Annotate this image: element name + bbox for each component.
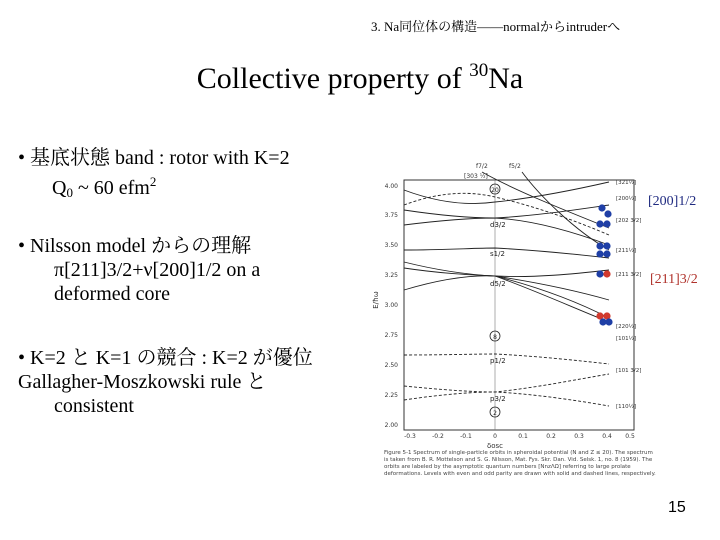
bullet-2-line-1: • Nilsson model からの理解	[18, 235, 252, 257]
neutron-dot	[596, 242, 603, 249]
nilsson-label: [220½]	[616, 324, 637, 330]
occupation-dots	[596, 204, 612, 325]
f72-label: f7/2	[476, 163, 488, 170]
f52-label: f5/2	[509, 163, 521, 170]
bullet-nilsson	[18, 234, 260, 306]
orbit-d52-b	[404, 262, 609, 300]
figure-caption: Figure 5-1 Spectrum of single-particle orbits in spheroidal potential (N and Z ≤ 20). The spectrum is taken from B. R. Mottelson and S. G. Nilsson, Mat. Fys. Skr. Dan. Vid. Selsk. 1, no. 8 (1959). The orbits are labeled by the asymptotic quantum numbers [NnzΛΩ] referring to large prolate deformations. Levels with even and odd parity are drawn with solid and dashed lines, respectively.	[384, 450, 656, 477]
bullet-1-line-1: • 基底状態 band : rotor with K=2	[18, 147, 290, 169]
magic-20-label: 20	[491, 187, 499, 194]
bullet-3-line-2: Gallagher-Moszkowski rule と	[18, 371, 267, 393]
neutron-dot	[603, 220, 610, 227]
q-symbol: Q	[52, 177, 67, 199]
y-tick-label: 2.00	[384, 422, 398, 429]
shell-p32-label: p3/2	[490, 395, 506, 403]
nilsson-label: [211 3/2]	[616, 272, 642, 278]
proton-orbit-label: [211]3/2	[650, 272, 698, 287]
neutron-dot	[603, 250, 610, 257]
x-tick-label: 0.4	[602, 433, 612, 440]
slide-header: 3. Na同位体の構造――normalからintruderへ	[371, 19, 621, 34]
y-tick-label: 2.75	[384, 332, 398, 339]
title-text: Collective property of	[196, 62, 470, 95]
neutron-dot	[596, 270, 603, 277]
x-tick-label: 0.3	[574, 433, 584, 440]
nilsson-label: [321½]	[616, 180, 637, 186]
slide-title	[0, 62, 720, 96]
orbit-s12	[404, 248, 609, 258]
magic-8-label: 8	[493, 334, 497, 341]
bullet-2-line-2: π[211]3/2+ν[200]1/2 on a	[54, 259, 261, 281]
shell-p12-label: p1/2	[490, 357, 506, 365]
neutron-dot	[596, 220, 603, 227]
x-tick-label: -0.1	[460, 433, 472, 440]
neutron-dot	[603, 242, 610, 249]
x-tick-label: 0.2	[546, 433, 556, 440]
y-tick-label: 3.25	[384, 272, 398, 279]
bullet-3-line-3: consistent	[54, 395, 134, 417]
x-tick-label: -0.2	[432, 433, 444, 440]
magic-2-label: 2	[493, 410, 497, 417]
orbit-d32-a	[404, 218, 609, 245]
bullet-ground-band	[18, 146, 290, 205]
neutron-orbit-label: [200]1/2	[648, 194, 697, 209]
y-tick-label: 4.00	[384, 183, 398, 190]
page-number: 15	[668, 499, 686, 516]
shell-d52-label: d5/2	[490, 280, 506, 288]
orbit-p32-b	[404, 374, 609, 392]
shell-s12-label: s1/2	[490, 250, 505, 258]
q-unit-exponent: 2	[149, 174, 157, 189]
orbit-303-label: [303 ½]	[464, 173, 488, 180]
neutron-dot	[596, 250, 603, 257]
x-tick-label: -0.3	[404, 433, 416, 440]
y-tick-label: 2.50	[384, 362, 398, 369]
y-tick-label: 3.50	[384, 242, 398, 249]
shell-d32-label: d3/2	[490, 221, 506, 229]
orbit-curves	[404, 172, 609, 406]
x-tick-label: 0	[493, 433, 497, 440]
orbit-d52-c	[404, 268, 609, 318]
y-tick-label: 3.75	[384, 212, 398, 219]
x-tick-label: 0.1	[518, 433, 528, 440]
bullet-3-line-1: • K=2 と K=1 の競合 : K=2 が優位	[18, 347, 313, 369]
orbit-p32-a	[404, 392, 609, 406]
q-value: ~ 60 efm	[72, 177, 150, 199]
nilsson-label: [101½]	[616, 336, 637, 342]
nilsson-label: [200½]	[616, 196, 637, 202]
neutron-dot	[604, 210, 611, 217]
neutron-dot	[598, 204, 605, 211]
bullet-competition	[18, 346, 313, 418]
y-tick-label: 3.00	[384, 302, 398, 309]
title-mass-number: 30	[469, 60, 489, 81]
nilsson-label: [211½]	[616, 248, 637, 254]
nilsson-label: [101 3/2]	[616, 368, 642, 374]
orbit-p12	[404, 354, 609, 364]
q-subscript: 0	[66, 185, 73, 200]
proton-dot	[603, 270, 610, 277]
title-element: Na	[488, 62, 524, 95]
bullet-2-line-3: deformed core	[54, 283, 171, 305]
orbit-200	[404, 182, 609, 204]
bullet-1-line-2	[18, 170, 290, 205]
x-axis-label: δosc	[486, 442, 504, 450]
neutron-dot	[605, 318, 612, 325]
nilsson-label: [202 3/2]	[616, 218, 642, 224]
y-tick-label: 2.25	[384, 392, 398, 399]
y-axis-label: E/ħω	[372, 291, 380, 309]
orbit-220	[495, 276, 609, 322]
nilsson-label: [110½]	[616, 404, 637, 410]
x-tick-label: 0.5	[625, 433, 635, 440]
plot-frame	[404, 180, 637, 430]
